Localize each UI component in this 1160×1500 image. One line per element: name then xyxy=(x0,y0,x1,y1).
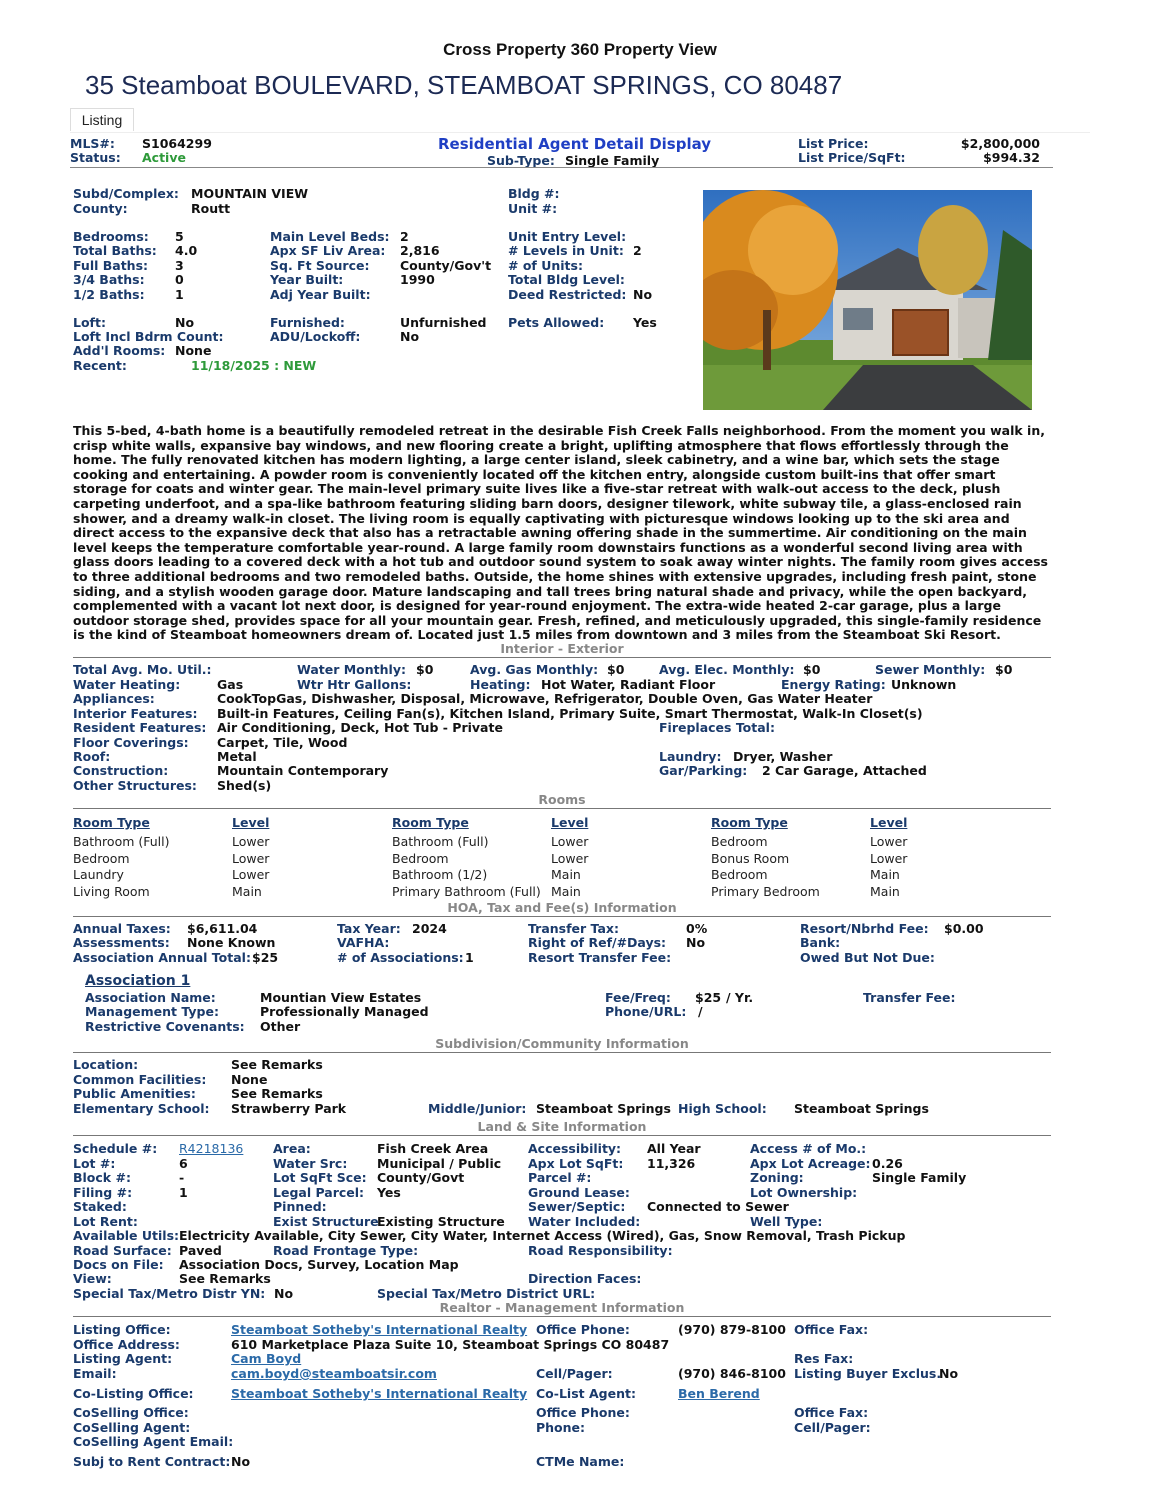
water-monthly-value: $0 xyxy=(416,662,434,677)
special-tax-url-label: Special Tax/Metro District URL: xyxy=(377,1286,596,1301)
room-level: Main xyxy=(551,884,581,899)
lot-sqft-label: Apx Lot SqFt: xyxy=(528,1156,624,1171)
pets-value: Yes xyxy=(633,315,657,330)
legal-parcel-value: Yes xyxy=(377,1185,401,1200)
assoc-name-label: Association Name: xyxy=(85,990,216,1005)
county-value: Routt xyxy=(191,201,231,216)
staked-label: Staked: xyxy=(73,1199,127,1214)
office-phone-value: (970) 879-8100 xyxy=(678,1322,786,1337)
num-assoc-label: # of Associations: xyxy=(337,950,464,965)
location-label: Location: xyxy=(73,1057,139,1072)
lot-sqft-sce-label: Lot SqFt Sce: xyxy=(273,1170,367,1185)
adj-year-label: Adj Year Built: xyxy=(270,287,371,302)
price-sqft: $994.32 xyxy=(983,150,1040,165)
room-level: Lower xyxy=(232,867,270,882)
email-link[interactable]: cam.boyd@steamboatsir.com xyxy=(231,1366,437,1381)
co-listing-office-link[interactable]: Steamboat Sotheby's International Realty xyxy=(231,1386,528,1401)
price-sqft-label: List Price/SqFt: xyxy=(798,150,906,165)
special-tax-yn-value: No xyxy=(274,1286,294,1301)
resort-fee-value: $0.00 xyxy=(944,921,984,936)
full-baths-label: Full Baths: xyxy=(73,258,149,273)
accessibility-value: All Year xyxy=(647,1141,701,1156)
amenities-value: See Remarks xyxy=(231,1086,323,1101)
rooms-col3-type-header: Room Type xyxy=(711,815,788,830)
annual-taxes-label: Annual Taxes: xyxy=(73,921,171,936)
sewer-label: Sewer/Septic: xyxy=(528,1199,626,1214)
bank-label: Bank: xyxy=(800,935,841,950)
elementary-label: Elementary School: xyxy=(73,1101,210,1116)
pinned-label: Pinned: xyxy=(273,1199,327,1214)
accessibility-label: Accessibility: xyxy=(528,1141,622,1156)
docs-value: Association Docs, Survey, Location Map xyxy=(179,1257,459,1272)
room-level: Main xyxy=(870,884,900,899)
assessments-value: None Known xyxy=(187,935,276,950)
cell-value: (970) 846-8100 xyxy=(678,1366,786,1381)
room-type: Living Room xyxy=(73,884,150,899)
water-src-value: Municipal / Public xyxy=(377,1156,502,1171)
resort-transfer-label: Resort Transfer Fee: xyxy=(528,950,672,965)
subtype-label: Sub-Type: xyxy=(487,153,555,168)
fireplaces-label: Fireplaces Total: xyxy=(659,720,775,735)
high-label: High School: xyxy=(678,1101,767,1116)
room-type: Bedroom xyxy=(711,867,768,882)
mls-label: MLS#: xyxy=(70,136,115,151)
right-ref-value: No xyxy=(686,935,706,950)
room-type: Primary Bathroom (Full) xyxy=(392,884,541,899)
amenities-label: Public Amenities: xyxy=(73,1086,196,1101)
filing-label: Filing #: xyxy=(73,1185,133,1200)
office-phone-label: Office Phone: xyxy=(536,1322,630,1337)
buyer-exclus-value: No xyxy=(939,1366,959,1381)
phone-url-label: Phone/URL: xyxy=(605,1004,687,1019)
office-address-value: 610 Marketplace Plaza Suite 10, Steamboat Springs CO 80487 xyxy=(231,1337,670,1352)
co-listing-office-label: Co-Listing Office: xyxy=(73,1386,194,1401)
zoning-label: Zoning: xyxy=(750,1170,804,1185)
fee-freq-unit: / Yr. xyxy=(726,990,754,1005)
gas-monthly-value: $0 xyxy=(607,662,625,677)
total-baths-value: 4.0 xyxy=(175,243,198,258)
addl-rooms-label: Add'l Rooms: xyxy=(73,343,166,358)
property-photo[interactable] xyxy=(703,190,1032,410)
cell-label: Cell/Pager: xyxy=(536,1366,613,1381)
public-remarks: This 5-bed, 4-bath home is a beautifully remodeled retreat in the desirable Fish Creek Falls neighborhood. From the moment you walk in, crisp white walls, expansive bay windows, and new flooring create a bright, uplifting atmosphere that flows effortlessly through the home. The fully renovated kitchen has modern lighting, a large center island, sleek cabinetry, and a wine bar, which sets the stage cooking and entertaining. A powder room is conveniently located off the kitchen entry, alongside custom built-ins that offer smart storage for coats and winter gear. The main-level primary suite lives like a five-star retreat with walk-out access to the deck, plush carpeting underfoot, and a spa-like bathroom featuring sliding barn doors, designer tilework, white subway tile, a glass-enclosed rain shower, and a dreamy walk-in closet. The living room is equally captivating with picturesque windows looking up to the ski area and direct access to the expansive deck that also has a retractable awning offering shade in the summertime. Air conditioning on the main level keeps the temperature comfortable year-round. A large family room downstairs functions as a wonderful second living area with glass doors leading to a covered deck with a hot tub and outdoor sound system to soak away winter nights. The family room gives access to three additional bedrooms and two remodeled baths. Outside, the home shines with extensive upgrades, including fresh paint, stone siding, and a stylish wooden garage door. Mature landscaping and tall trees bring natural shade and privacy, while the open backyard, complemented with a vacant lot next door, is designed for year-round enjoyment. The extra-wide heated 2-car garage, plus a large outdoor storage shed, provides space for all your mountain gear. Fresh, refined, and meticulously upgraded, this single-family residence is the kind of Steamboat homeowners dream of. Located just 1.5 miles from downtown and 3 miles from the Steamboat Ski Resort. xyxy=(73,423,1048,643)
heating-label: Heating: xyxy=(470,677,531,692)
rent-contract-value: No xyxy=(231,1454,251,1469)
legal-parcel-label: Legal Parcel: xyxy=(273,1185,365,1200)
total-bldg-label: Total Bldg Level: xyxy=(508,272,625,287)
deed-value: No xyxy=(633,287,653,302)
res-fax-label: Res Fax: xyxy=(794,1351,854,1366)
assessments-label: Assessments: xyxy=(73,935,170,950)
gas-monthly-label: Avg. Gas Monthly: xyxy=(470,662,599,677)
mls-number: S1064299 xyxy=(142,136,212,151)
room-level: Main xyxy=(232,884,262,899)
section-rooms: Rooms xyxy=(73,792,1051,809)
special-tax-yn-label: Special Tax/Metro Distr YN: xyxy=(73,1286,266,1301)
room-type: Bedroom xyxy=(73,851,130,866)
appliances-label: Appliances: xyxy=(73,691,155,706)
room-level: Main xyxy=(870,867,900,882)
apx-sf-label: Apx SF Liv Area: xyxy=(270,243,386,258)
room-type: Bathroom (1/2) xyxy=(392,867,488,882)
rooms-col3-level-header: Level xyxy=(870,815,908,830)
listing-agent-link[interactable]: Cam Boyd xyxy=(231,1351,302,1366)
area-label: Area: xyxy=(273,1141,311,1156)
bldg-label: Bldg #: xyxy=(508,186,560,201)
access-mo-label: Access # of Mo.: xyxy=(750,1141,867,1156)
half-baths-value: 1 xyxy=(175,287,184,302)
loft-label: Loft: xyxy=(73,315,106,330)
assoc-total-value: $25 xyxy=(252,950,279,965)
middle-value: Steamboat Springs xyxy=(536,1101,671,1116)
recent-label: Recent: xyxy=(73,358,127,373)
header-divider xyxy=(70,167,1053,168)
section-community: Subdivision/Community Information xyxy=(73,1036,1051,1053)
rooms-col2-type-header: Room Type xyxy=(392,815,469,830)
lot-sqft-value: 11,326 xyxy=(647,1156,696,1171)
parcel-label: Parcel #: xyxy=(528,1170,592,1185)
three-quarter-baths-label: 3/4 Baths: xyxy=(73,272,145,287)
laundry-label: Laundry: xyxy=(659,749,722,764)
water-heating-label: Water Heating: xyxy=(73,677,181,692)
zoning-value: Single Family xyxy=(872,1170,967,1185)
road-responsibility-label: Road Responsibility: xyxy=(528,1243,673,1258)
office-address-label: Office Address: xyxy=(73,1337,180,1352)
appliances-value: CookTopGas, Dishwasher, Disposal, Microwave, Refrigerator, Double Oven, Gas Water Heater xyxy=(217,691,873,706)
transfer-tax-label: Transfer Tax: xyxy=(528,921,619,936)
units-label: # of Units: xyxy=(508,258,583,273)
loft-value: No xyxy=(175,315,195,330)
direction-label: Direction Faces: xyxy=(528,1271,642,1286)
pets-label: Pets Allowed: xyxy=(508,315,605,330)
lot-acreage-value: 0.26 xyxy=(872,1156,903,1171)
bedrooms-value: 5 xyxy=(175,229,184,244)
subd-value: MOUNTAIN VIEW xyxy=(191,186,309,201)
energy-label: Energy Rating: xyxy=(781,677,886,692)
room-level: Lower xyxy=(232,851,270,866)
resident-features-value: Air Conditioning, Deck, Hot Tub - Private xyxy=(217,720,503,735)
rent-contract-label: Subj to Rent Contract: xyxy=(73,1454,231,1469)
year-built-label: Year Built: xyxy=(270,272,344,287)
area-value: Fish Creek Area xyxy=(377,1141,489,1156)
unit-label: Unit #: xyxy=(508,201,558,216)
room-level: Lower xyxy=(870,834,908,849)
num-assoc-value: 1 xyxy=(465,950,474,965)
listing-office-link[interactable]: Steamboat Sotheby's International Realty xyxy=(231,1322,528,1337)
recent-value: 11/18/2025 : NEW xyxy=(191,358,317,373)
construction-label: Construction: xyxy=(73,763,169,778)
high-value: Steamboat Springs xyxy=(794,1101,929,1116)
fee-freq-label: Fee/Freq: xyxy=(605,990,671,1005)
year-built-value: 1990 xyxy=(400,272,435,287)
section-land-site: Land & Site Information xyxy=(73,1119,1051,1136)
transfer-fee-label: Transfer Fee: xyxy=(863,990,956,1005)
ground-lease-label: Ground Lease: xyxy=(528,1185,630,1200)
furnished-label: Furnished: xyxy=(270,315,345,330)
rooms-col1-type-header: Room Type xyxy=(73,815,150,830)
roof-label: Roof: xyxy=(73,749,111,764)
exist-structure-label: Exist Structure xyxy=(273,1214,379,1229)
lot-value: 6 xyxy=(179,1156,188,1171)
lot-label: Lot #: xyxy=(73,1156,116,1171)
display-title: Residential Agent Detail Display xyxy=(438,135,712,153)
resident-features-label: Resident Features: xyxy=(73,720,207,735)
tax-year-label: Tax Year: xyxy=(337,921,401,936)
room-type: Laundry xyxy=(73,867,124,882)
sewer-monthly-label: Sewer Monthly: xyxy=(875,662,986,677)
energy-value: Unknown xyxy=(891,677,957,692)
phone-label: Phone: xyxy=(536,1420,586,1435)
well-type-label: Well Type: xyxy=(750,1214,823,1229)
room-level: Lower xyxy=(870,851,908,866)
view-label: View: xyxy=(73,1271,112,1286)
section-hoa: HOA, Tax and Fee(s) Information xyxy=(73,900,1051,917)
main-beds-value: 2 xyxy=(400,229,409,244)
laundry-value: Dryer, Washer xyxy=(733,749,833,764)
construction-value: Mountain Contemporary xyxy=(217,763,389,778)
ctme-name-label: CTMe Name: xyxy=(536,1454,625,1469)
tax-year-value: 2024 xyxy=(412,921,447,936)
util-label: Total Avg. Mo. Util.: xyxy=(73,662,212,677)
bedrooms-label: Bedrooms: xyxy=(73,229,149,244)
three-quarter-baths-value: 0 xyxy=(175,272,184,287)
room-level: Lower xyxy=(551,834,589,849)
room-level: Lower xyxy=(551,851,589,866)
room-type: Bedroom xyxy=(392,851,449,866)
lot-sqft-sce-value: County/Govt xyxy=(377,1170,465,1185)
status-badge: Active xyxy=(142,150,186,165)
rooms-col1-level-header: Level xyxy=(232,815,270,830)
owed-label: Owed But Not Due: xyxy=(800,950,935,965)
phone-url-value: / xyxy=(698,1004,703,1019)
annual-taxes-value: $6,611.04 xyxy=(187,921,258,936)
list-price: $2,800,000 xyxy=(960,136,1040,151)
coselling-phone-label: Office Phone: xyxy=(536,1405,630,1420)
apx-sf-value: 2,816 xyxy=(400,243,440,258)
other-structures-value: Shed(s) xyxy=(217,778,272,793)
water-monthly-label: Water Monthly: xyxy=(297,662,406,677)
listing-office-label: Listing Office: xyxy=(73,1322,171,1337)
lot-acreage-label: Apx Lot Acreage: xyxy=(750,1156,871,1171)
road-surface-label: Road Surface: xyxy=(73,1243,172,1258)
email-label: Email: xyxy=(73,1366,117,1381)
interior-features-value: Built-in Features, Ceiling Fan(s), Kitchen Island, Primary Suite, Smart Thermostat, Walk-In Closet(s) xyxy=(217,706,923,721)
sqft-source-value: County/Gov't xyxy=(400,258,492,273)
room-type: Bedroom xyxy=(711,834,768,849)
floor-label: Floor Coverings: xyxy=(73,735,189,750)
deed-label: Deed Restricted: xyxy=(508,287,627,302)
rooms-col2-level-header: Level xyxy=(551,815,589,830)
garage-label: Gar/Parking: xyxy=(659,763,748,778)
transfer-tax-value: 0% xyxy=(686,921,708,936)
adu-label: ADU/Lockoff: xyxy=(270,329,361,344)
coselling-office-label: CoSelling Office: xyxy=(73,1405,189,1420)
sqft-source-label: Sq. Ft Source: xyxy=(270,258,370,273)
road-frontage-label: Road Frontage Type: xyxy=(273,1243,419,1258)
utils-value: Electricity Available, City Sewer, City Water, Internet Access (Wired), Gas, Snow Removal, Trash Pickup xyxy=(179,1228,906,1243)
furnished-value: Unfurnished xyxy=(400,315,487,330)
coselling-email-label: CoSelling Agent Email: xyxy=(73,1434,234,1449)
water-heating-value: Gas xyxy=(217,677,244,692)
sewer-monthly-value: $0 xyxy=(995,662,1013,677)
docs-label: Docs on File: xyxy=(73,1257,164,1272)
interior-features-label: Interior Features: xyxy=(73,706,198,721)
facilities-label: Common Facilities: xyxy=(73,1072,207,1087)
room-type: Primary Bedroom xyxy=(711,884,820,899)
room-level: Lower xyxy=(232,834,270,849)
schedule-link[interactable]: R4218136 xyxy=(179,1141,244,1156)
resort-fee-label: Resort/Nbrhd Fee: xyxy=(800,921,929,936)
floor-value: Carpet, Tile, Wood xyxy=(217,735,348,750)
exist-structure-value: Existing Structure xyxy=(377,1214,505,1229)
sewer-value: Connected to Sewer xyxy=(647,1199,789,1214)
tab-listing[interactable]: Listing xyxy=(70,108,134,131)
location-value: See Remarks xyxy=(231,1057,323,1072)
section-interior-exterior: Interior - Exterior xyxy=(73,641,1051,658)
coselling-fax-label: Office Fax: xyxy=(794,1405,869,1420)
coselling-cell-label: Cell/Pager: xyxy=(794,1420,871,1435)
adu-value: No xyxy=(400,329,420,344)
mgmt-value: Professionally Managed xyxy=(260,1004,429,1019)
page-title: Cross Property 360 Property View xyxy=(443,40,717,59)
schedule-label: Schedule #: xyxy=(73,1141,158,1156)
county-label: County: xyxy=(73,201,128,216)
covenants-value: Other xyxy=(260,1019,301,1034)
main-beds-label: Main Level Beds: xyxy=(270,229,390,244)
assoc-name-value: Mountian View Estates xyxy=(260,990,422,1005)
unit-entry-label: Unit Entry Level: xyxy=(508,229,627,244)
section-realtor: Realtor - Management Information xyxy=(73,1300,1051,1317)
vafha-label: VAFHA: xyxy=(337,935,390,950)
filing-value: 1 xyxy=(179,1185,188,1200)
room-type: Bathroom (Full) xyxy=(392,834,489,849)
mgmt-label: Management Type: xyxy=(85,1004,219,1019)
facilities-value: None xyxy=(231,1072,268,1087)
assoc-total-label: Association Annual Total: xyxy=(73,950,251,965)
lot-ownership-label: Lot Ownership: xyxy=(750,1185,858,1200)
office-fax-label: Office Fax: xyxy=(794,1322,869,1337)
room-type: Bathroom (Full) xyxy=(73,834,170,849)
addl-rooms-value: None xyxy=(175,343,212,358)
middle-label: Middle/Junior: xyxy=(428,1101,527,1116)
other-structures-label: Other Structures: xyxy=(73,778,197,793)
heating-value: Hot Water, Radiant Floor xyxy=(541,677,716,692)
co-list-agent-label: Co-List Agent: xyxy=(536,1386,636,1401)
block-value: - xyxy=(179,1170,185,1185)
co-list-agent-link[interactable]: Ben Berend xyxy=(678,1386,760,1401)
association-1-heading: Association 1 xyxy=(85,973,191,989)
coselling-agent-label: CoSelling Agent: xyxy=(73,1420,191,1435)
full-baths-value: 3 xyxy=(175,258,184,273)
covenants-label: Restrictive Covenants: xyxy=(85,1019,245,1034)
room-level: Main xyxy=(551,867,581,882)
utils-label: Available Utils: xyxy=(73,1228,180,1243)
elec-monthly-label: Avg. Elec. Monthly: xyxy=(659,662,795,677)
divider xyxy=(70,132,1090,133)
elementary-value: Strawberry Park xyxy=(231,1101,347,1116)
room-type: Bonus Room xyxy=(711,851,790,866)
elec-monthly-value: $0 xyxy=(803,662,821,677)
status-label: Status: xyxy=(70,150,121,165)
total-baths-label: Total Baths: xyxy=(73,243,157,258)
road-surface-value: Paved xyxy=(179,1243,222,1258)
subd-label: Subd/Complex: xyxy=(73,186,179,201)
view-value: See Remarks xyxy=(179,1271,271,1286)
levels-value: 2 xyxy=(633,243,642,258)
garage-value: 2 Car Garage, Attached xyxy=(762,763,927,778)
list-price-label: List Price: xyxy=(798,136,869,151)
subtype-value: Single Family xyxy=(565,153,660,168)
half-baths-label: 1/2 Baths: xyxy=(73,287,145,302)
property-address: 35 Steamboat BOULEVARD, STEAMBOAT SPRINGS, CO 80487 xyxy=(85,70,843,100)
wtr-htr-label: Wtr Htr Gallons: xyxy=(297,677,412,692)
right-ref-label: Right of Ref/#Days: xyxy=(528,935,667,950)
loft-bdrm-label: Loft Incl Bdrm Count: xyxy=(73,329,224,344)
block-label: Block #: xyxy=(73,1170,131,1185)
water-src-label: Water Src: xyxy=(273,1156,348,1171)
listing-agent-label: Listing Agent: xyxy=(73,1351,173,1366)
fee-freq-value: $25 xyxy=(695,990,722,1005)
water-included-label: Water Included: xyxy=(528,1214,641,1229)
roof-value: Metal xyxy=(217,749,257,764)
lot-rent-label: Lot Rent: xyxy=(73,1214,138,1229)
levels-label: # Levels in Unit: xyxy=(508,243,624,258)
buyer-exclus-label: Listing Buyer Exclus. xyxy=(794,1366,942,1381)
